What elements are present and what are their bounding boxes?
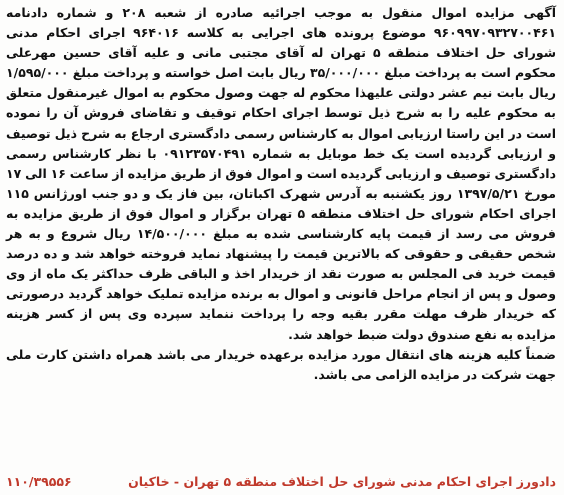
notice-body-text: آگهی مزایده اموال منقول به موجب اجرائیه صادره از شعبه ۲۰۸ و شماره دادنامه ۹۶۰۹۹۷۰۹۳۲۷۰۰۴۶۱ موضوع پرونده های اجرایی به کلاسه ۹۶۴۰۱۶ اجرای احکام مدنی شورای حل اختلاف منطقه ۵ تهران له آقای مجتبی مانی و علیه آقای حسین مهرعلی محکوم است به پرداخت مبلغ ۳۵/۰۰۰/۰۰۰ ریال بابت اصل خواسته و پرداخت مبلغ ۱/۵۹۵/۰۰۰ ریال بابت نیم عشر دولتی علیهذا محکوم له جهت وصول محکوم به اموال غیرمنقول متعلق به محکوم علیه را به شرح ذیل توسط اجرای احکام توقیف و تقاضای فروش آن را نموده است در این راستا ارزیابی اموال به کارشناس رسمی دادگستری ارجاع به شرح ذیل توصیف و ارزیابی گردیده است یک خط موبایل به شماره ۰۹۱۲۳۵۷۰۴۹۱ با نظر کارشناس رسمی دادگستری توصیف و ارزیابی گردیده است و اموال فوق از طریق مزایده از ساعت ۱۶ الی ۱۷ مورخ ۱۳۹۷/۵/۲۱ روز یکشنبه به آدرس شهرک اکباتان، بین فاز یک و دو جنب اورژانس ۱۱۵ اجرای احکام شورای حل اختلاف منطقه ۵ تهران برگزار و اموال فوق از طریق مزایده به فروش می رسد از قیمت پایه کارشناسی شده به مبلغ ۱۴/۵۰۰/۰۰۰ ریال شروع و به هر شخص حقیقی و حقوقی که بالاترین قیمت را پیشنهاد نماید فروخته خواهد شد و ده درصد قیمت خرید فی المجلس به صورت نقد از خریدار اخذ و الباقی ظرف حداکثر یک ماه از وی وصول و پس از انجام مراحل قانونی و اموال به برنده مزایده تملیک خواهد گردید درصورتی که خریدار ظرف مهلت مقرر بقیه وجه را پرداخت ننماید سپرده وی پس از کسر هزینه مزایده به نفع صندوق دولت ضبط خواهد شد. (6, 5, 556, 342)
issuer-signature: دادورز اجرای احکام مدنی شورای حل اختلاف منطقه ۵ تهران - خاکیان (128, 474, 556, 489)
notice-code: ۱۱۰/۳۹۵۵۶ (6, 474, 72, 489)
notice-footnote: ضمناً کلیه هزینه های انتقال مورد مزایده برعهده خریدار می باشد همراه داشتن کارت ملی جهت شرکت در مزایده الزامی می باشد. (6, 346, 556, 382)
notice-footer (6, 474, 556, 489)
